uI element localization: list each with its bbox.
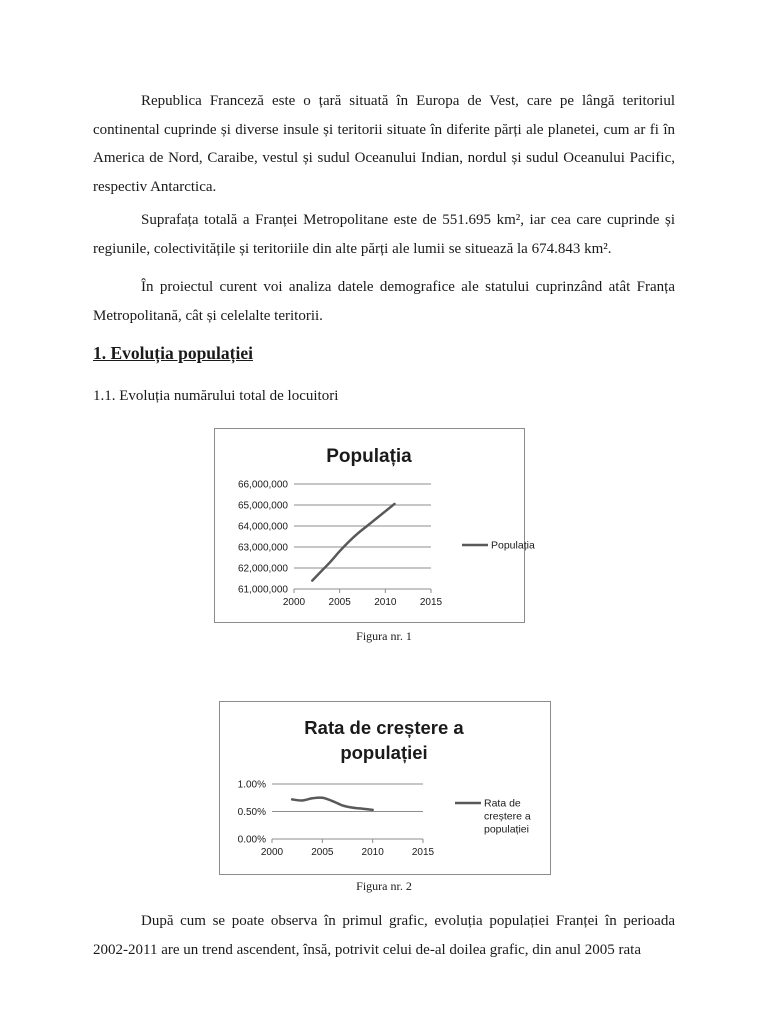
y-tick-label: 0.00% xyxy=(237,834,266,846)
x-tick-label: 2010 xyxy=(361,847,384,858)
y-tick-label: 63,000,000 xyxy=(237,542,288,554)
section-heading: 1. Evoluția populației xyxy=(93,343,253,363)
area-paragraph: Suprafața totală a Franței Metropolitane este de 551.695 km², iar cea care cuprinde și regiunile, colectivitățile și teritoriile din alte părți ale lumii se situează la 674.843 km². xyxy=(93,212,675,257)
project-paragraph: În proiectul curent voi analiza datele demografice ale statului cuprinzând atât Franța Metropolitană, cât și celelalte teritorii. xyxy=(93,279,675,324)
chart-title: Populația xyxy=(326,446,412,467)
x-tick-label: 2000 xyxy=(282,597,306,608)
figure-caption-1: Figura nr. 1 xyxy=(356,629,412,643)
y-tick-label: 65,000,000 xyxy=(237,500,288,512)
chart-title: populației xyxy=(340,742,428,763)
y-tick-label: 0.50% xyxy=(237,807,266,818)
x-tick-label: 2015 xyxy=(411,847,435,858)
x-tick-label: 2005 xyxy=(328,597,351,608)
closing-paragraph: După cum se poate observa în primul grafic, evoluția populației Franței în perioada 2002-2011 are un trend ascendent, însă, potrivit celui de-al doilea grafic, din anul 2005 rata xyxy=(93,913,675,958)
y-tick-label: 1.00% xyxy=(237,779,266,791)
x-tick-label: 2000 xyxy=(260,847,284,858)
series-line xyxy=(312,504,394,581)
y-tick-label: 62,000,000 xyxy=(237,563,288,575)
legend-label: Rata de xyxy=(484,797,521,810)
growth-rate-chart xyxy=(219,701,551,875)
x-tick-label: 2015 xyxy=(419,597,443,608)
x-tick-label: 2010 xyxy=(374,597,397,608)
series-line xyxy=(292,798,373,810)
figure-caption-2: Figura nr. 2 xyxy=(356,879,412,893)
y-tick-label: 66,000,000 xyxy=(237,479,288,491)
y-tick-label: 61,000,000 xyxy=(237,584,288,596)
legend-label: Populația xyxy=(491,539,535,552)
chart-title: Rata de creștere a xyxy=(304,717,464,738)
subsection-heading: 1.1. Evoluția numărului total de locuitori xyxy=(93,388,339,404)
legend-label: populației xyxy=(484,823,529,836)
y-tick-label: 64,000,000 xyxy=(237,521,288,533)
legend-label: creștere a xyxy=(484,810,531,823)
population-chart-svg xyxy=(215,429,535,622)
population-chart xyxy=(214,428,535,623)
growth-rate-chart-svg xyxy=(220,702,550,874)
x-tick-label: 2005 xyxy=(311,847,334,858)
intro-paragraph: Republica Franceză este o țară situată în Europa de Vest, care pe lângă teritoriul continental cuprinde și diverse insule și teritorii situate în diferite părți ale planetei, cum ar fi în America de Nord, Caraibe, vestul și sudul Oceanului Indian, nordul și sudul Oceanului Pacific, respectiv Antarctica. xyxy=(93,93,675,195)
